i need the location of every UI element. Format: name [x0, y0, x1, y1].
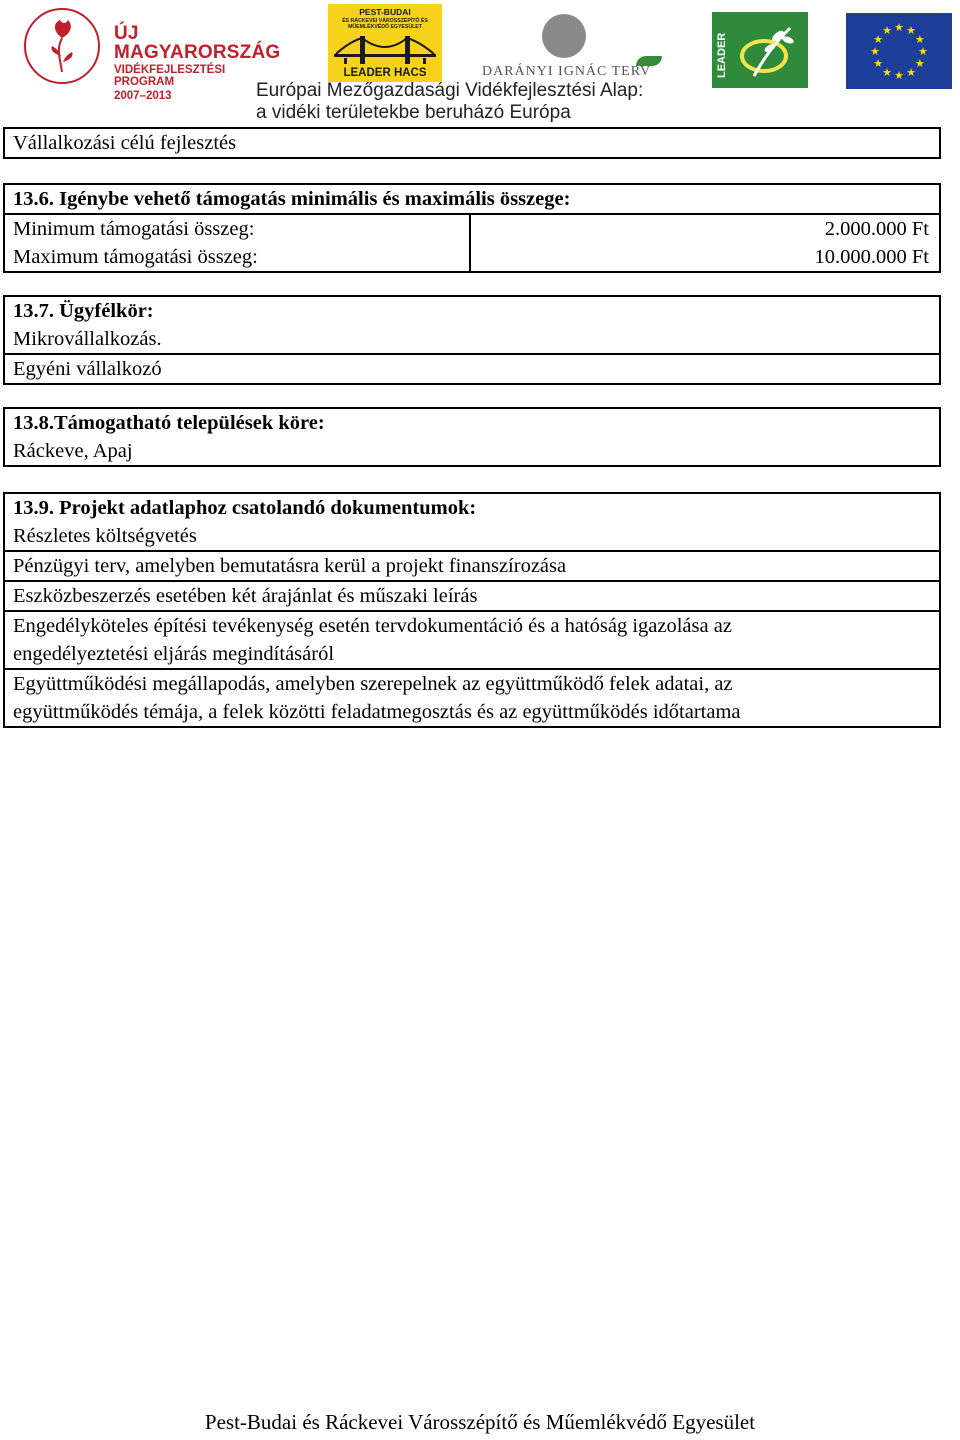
bridge-icon	[334, 32, 436, 66]
star-icon: ★	[894, 70, 904, 82]
document-item-line: Engedélyköteles építési tevékenység esetén tervdokumentáció és a hatóság igazolása az	[13, 615, 732, 637]
hacs-name: LEADER HACS	[343, 67, 427, 79]
um-subtitle: VIDÉKFEJLESZTÉSI PROGRAM	[114, 64, 226, 88]
section-13-8	[3, 407, 941, 467]
section-13-6-title: 13.6. Igénybe vehető támogatás minimális és maximális összege:	[13, 188, 571, 210]
leader-logo	[712, 12, 808, 88]
leader-emblem-icon	[734, 18, 804, 84]
page-footer: Pest-Budai és Ráckevei Városszépítő és Műemlékvédő Egyesület	[204, 1410, 756, 1434]
section-13-7-title: 13.7. Ügyfélkör:	[13, 300, 154, 322]
page-header	[0, 0, 960, 126]
star-icon: ★	[918, 46, 928, 58]
star-icon: ★	[906, 66, 916, 79]
min-amount-label: Minimum támogatási összeg:	[13, 218, 255, 240]
document-item: Eszközbeszerzés esetében két árajánlat és műszaki leírás	[5, 580, 939, 610]
section-13-9-title: 13.9. Projekt adatlaphoz csatolandó dokumentumok:	[13, 497, 477, 519]
document-item-line: Együttműködési megállapodás, amelyben szerepelnek az együttműködő felek adatai, az	[13, 673, 733, 695]
eu-fund-line-1: Európai Mezőgazdasági Vidékfejlesztési Alap:	[256, 80, 644, 101]
star-icon: ★	[870, 46, 880, 58]
amount-labels	[5, 215, 471, 271]
section-13-9	[3, 492, 941, 728]
max-amount-value: 10.000.000 Ft	[814, 246, 929, 268]
document-item-cooperation	[5, 668, 939, 726]
um-years: 2007–2013	[114, 90, 172, 102]
flower-emblem-icon	[24, 8, 100, 84]
daranyi-ignac-terv-logo	[482, 10, 668, 84]
leader-word-icon	[714, 20, 728, 82]
star-icon: ★	[882, 25, 892, 38]
client-item-individual: Egyéni vállalkozó	[5, 353, 939, 383]
amount-table	[5, 213, 939, 271]
leader-word: LEADER	[716, 32, 728, 78]
document-item: Pénzügyi terv, amelyben bemutatásra kerül a projekt finanszírozása	[5, 550, 939, 580]
hacs-top-line: PEST-BUDAI	[359, 7, 411, 17]
star-icon: ★	[882, 66, 892, 79]
document-item-line: engedélyeztetési eljárás megindításáról	[13, 643, 335, 665]
document-item-permit	[5, 610, 939, 668]
portrait-icon	[542, 14, 586, 58]
daranyi-text: DARÁNYI IGNÁC TERV	[482, 64, 652, 79]
leader-hacs-logo	[328, 4, 442, 82]
settlements-value: Ráckeve, Apaj	[13, 440, 133, 462]
section-13-8-title: 13.8.Támogatható települések köre:	[13, 412, 325, 434]
client-item-micro: Mikrovállalkozás.	[13, 328, 162, 350]
um-title: ÚJ MAGYARORSZÁG	[114, 23, 281, 63]
document-item-line: együttműködés témája, a felek közötti feladatmegosztás és az együttműködés időtartama	[13, 701, 741, 723]
hacs-association-line: ÉS RÁCKEVEI VÁROSSZÉPÍTŐ ÉS MŰEMLÉKVÉDŐ EGYESÜLET	[342, 18, 428, 30]
settlements-group	[5, 409, 939, 465]
max-amount-label: Maximum támogatási összeg:	[13, 246, 258, 268]
min-amount-value: 2.000.000 Ft	[824, 218, 929, 240]
amount-values	[471, 215, 939, 271]
star-icon: ★	[894, 22, 904, 34]
eu-flag-logo	[846, 13, 952, 89]
eu-stars-icon	[846, 13, 952, 89]
eu-fund-line-2: a vidéki területekbe beruházó Európa	[256, 102, 571, 123]
star-icon: ★	[914, 34, 925, 46]
documents-header	[5, 494, 939, 550]
star-icon: ★	[914, 58, 925, 70]
purpose-box	[3, 127, 941, 159]
section-13-7	[3, 295, 941, 385]
section-13-6	[3, 183, 941, 273]
star-icon: ★	[906, 25, 916, 38]
document-item: Részletes költségvetés	[13, 525, 197, 547]
purpose-text: Vállalkozási célú fejlesztés	[13, 132, 237, 154]
client-group	[5, 297, 939, 353]
uj-magyarorszag-logo	[24, 8, 284, 102]
star-icon: ★	[873, 58, 884, 70]
star-icon: ★	[873, 34, 884, 46]
